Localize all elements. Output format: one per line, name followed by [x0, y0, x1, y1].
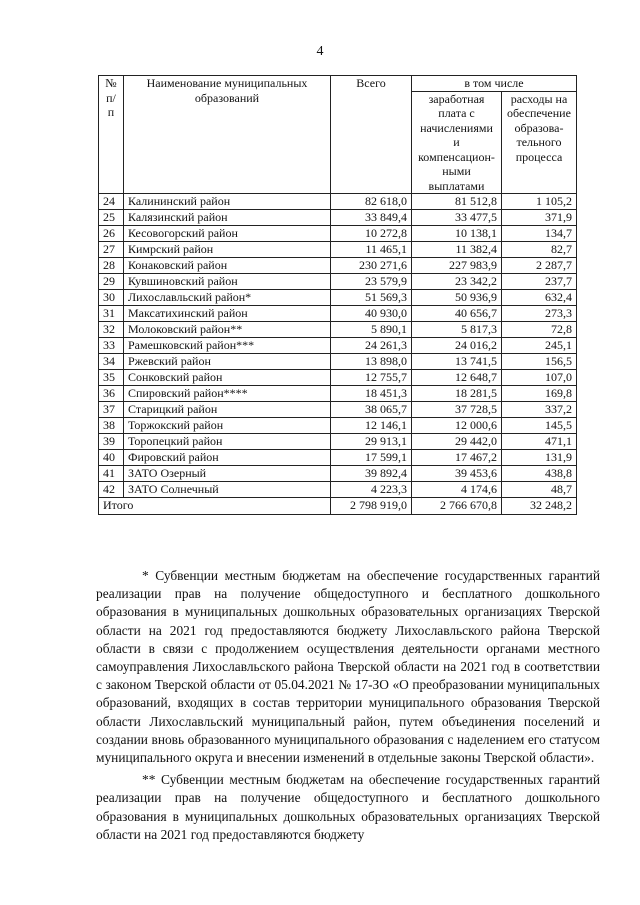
expenses-value: 632,4 — [502, 290, 577, 306]
expenses-value: 1 105,2 — [502, 194, 577, 210]
total-value: 13 898,0 — [331, 354, 412, 370]
salary-value: 5 817,3 — [412, 322, 502, 338]
total-value: 11 465,1 — [331, 242, 412, 258]
total-value: 5 890,1 — [331, 322, 412, 338]
total-value: 82 618,0 — [331, 194, 412, 210]
expenses-value: 237,7 — [502, 274, 577, 290]
municipality-name: ЗАТО Озерный — [124, 466, 331, 482]
table-row — [99, 306, 577, 322]
salary-value: 37 728,5 — [412, 402, 502, 418]
expenses-value: 2 287,7 — [502, 258, 577, 274]
row-number: 42 — [99, 482, 124, 498]
municipality-name: Кувшиновский район — [124, 274, 331, 290]
row-number: 37 — [99, 402, 124, 418]
row-number: 32 — [99, 322, 124, 338]
salary-value: 11 382,4 — [412, 242, 502, 258]
row-number: 28 — [99, 258, 124, 274]
row-number: 38 — [99, 418, 124, 434]
salary-value: 23 342,2 — [412, 274, 502, 290]
municipality-name: Ржевский район — [124, 354, 331, 370]
salary-value: 39 453,6 — [412, 466, 502, 482]
row-number: 29 — [99, 274, 124, 290]
expenses-value: 337,2 — [502, 402, 577, 418]
salary-value: 12 000,6 — [412, 418, 502, 434]
expenses-value: 471,1 — [502, 434, 577, 450]
municipality-name: ЗАТО Солнечный — [124, 482, 331, 498]
table-body — [99, 194, 577, 515]
table-row — [99, 370, 577, 386]
salary-value: 4 174,6 — [412, 482, 502, 498]
salary-value: 81 512,8 — [412, 194, 502, 210]
expenses-value: 48,7 — [502, 482, 577, 498]
total-value: 230 271,6 — [331, 258, 412, 274]
total-label: Итого — [99, 498, 331, 515]
subvention-table — [98, 75, 577, 515]
salary-value: 10 138,1 — [412, 226, 502, 242]
salary-value: 18 281,5 — [412, 386, 502, 402]
grand-expenses-value: 32 248,2 — [502, 498, 577, 515]
salary-value: 17 467,2 — [412, 450, 502, 466]
row-number: 31 — [99, 306, 124, 322]
header-number: № п/п — [99, 76, 124, 194]
expenses-value: 438,8 — [502, 466, 577, 482]
expenses-value: 82,7 — [502, 242, 577, 258]
municipality-name: Сонковский район — [124, 370, 331, 386]
total-value: 18 451,3 — [331, 386, 412, 402]
expenses-value: 245,1 — [502, 338, 577, 354]
table-row — [99, 402, 577, 418]
total-value: 39 892,4 — [331, 466, 412, 482]
footnotes — [96, 567, 600, 848]
municipality-name: Кесовогорский район — [124, 226, 331, 242]
table-row — [99, 386, 577, 402]
header-expenses: расходы на обеспечение образова-тельного процесса — [502, 91, 577, 194]
salary-value: 50 936,9 — [412, 290, 502, 306]
table-row — [99, 354, 577, 370]
header-including: в том числе — [412, 76, 577, 92]
salary-value: 12 648,7 — [412, 370, 502, 386]
total-value: 12 755,7 — [331, 370, 412, 386]
total-value: 29 913,1 — [331, 434, 412, 450]
footnote-2: ** Субвенции местным бюджетам на обеспечение государственных гарантий реализации прав на получение общедоступного и бесплатного дошкольного образования в муниципальных дошкольных образовательных организациях Тверской области на 2021 год предоставляются бюджету — [96, 772, 600, 842]
municipality-name: Торопецкий район — [124, 434, 331, 450]
expenses-value: 134,7 — [502, 226, 577, 242]
header-total: Всего — [331, 76, 412, 194]
row-number: 27 — [99, 242, 124, 258]
municipality-name: Кимрский район — [124, 242, 331, 258]
expenses-value: 131,9 — [502, 450, 577, 466]
total-value: 23 579,9 — [331, 274, 412, 290]
page-number: 4 — [316, 44, 324, 59]
row-number: 36 — [99, 386, 124, 402]
row-number: 26 — [99, 226, 124, 242]
table-row — [99, 418, 577, 434]
expenses-value: 107,0 — [502, 370, 577, 386]
table-row — [99, 450, 577, 466]
total-value: 4 223,3 — [331, 482, 412, 498]
salary-value: 33 477,5 — [412, 210, 502, 226]
salary-value: 40 656,7 — [412, 306, 502, 322]
municipality-name: Старицкий район — [124, 402, 331, 418]
total-value: 24 261,3 — [331, 338, 412, 354]
table-row — [99, 338, 577, 354]
municipality-name: Молоковский район** — [124, 322, 331, 338]
row-number: 39 — [99, 434, 124, 450]
municipality-name: Спировский район**** — [124, 386, 331, 402]
total-value: 40 930,0 — [331, 306, 412, 322]
row-number: 33 — [99, 338, 124, 354]
municipality-name: Максатихинский район — [124, 306, 331, 322]
salary-value: 13 741,5 — [412, 354, 502, 370]
total-value: 17 599,1 — [331, 450, 412, 466]
grand-total-value: 2 798 919,0 — [331, 498, 412, 515]
total-row — [99, 498, 577, 515]
municipality-name: Фировский район — [124, 450, 331, 466]
header-salary: заработная плата с начислениями и компенсацион-ными выплатами — [412, 91, 502, 194]
table-row — [99, 322, 577, 338]
table-row — [99, 226, 577, 242]
total-value: 51 569,3 — [331, 290, 412, 306]
salary-value: 29 442,0 — [412, 434, 502, 450]
total-value: 38 065,7 — [331, 402, 412, 418]
table-row — [99, 290, 577, 306]
expenses-value: 156,5 — [502, 354, 577, 370]
municipality-name: Конаковский район — [124, 258, 331, 274]
total-value: 12 146,1 — [331, 418, 412, 434]
table-row — [99, 242, 577, 258]
salary-value: 24 016,2 — [412, 338, 502, 354]
table-row — [99, 274, 577, 290]
expenses-value: 169,8 — [502, 386, 577, 402]
municipality-name: Лихославльский район* — [124, 290, 331, 306]
row-number: 35 — [99, 370, 124, 386]
total-value: 33 849,4 — [331, 210, 412, 226]
row-number: 24 — [99, 194, 124, 210]
total-value: 10 272,8 — [331, 226, 412, 242]
expenses-value: 273,3 — [502, 306, 577, 322]
table-row — [99, 194, 577, 210]
municipality-name: Калининский район — [124, 194, 331, 210]
row-number: 25 — [99, 210, 124, 226]
municipality-name: Калязинский район — [124, 210, 331, 226]
table-row — [99, 258, 577, 274]
expenses-value: 371,9 — [502, 210, 577, 226]
table-row — [99, 466, 577, 482]
footnote-1: * Субвенции местным бюджетам на обеспечение государственных гарантий реализации прав на получение общедоступного и бесплатного дошкольного образования в муниципальных дошкольных образовательных организациях Тверской области на 2021 год предоставляются бюджету Лихославльского района Тверской области в связи с продолжением осуществления деятельности органами местного самоуправления Лихославльского района Тверской области на 2021 год в соответствии с законом Тверской области от 05.04.2021 № 17-ЗО «О преобразовании муниципальных образований, входящих в состав территории муниципального образования Тверской области Лихославльский муниципальный район, путем объединения поселений и создании вновь образованного муниципального образования с наделением его статусом муниципального округа и внесении изменений в отдельные законы Тверской области». — [96, 568, 600, 766]
row-number: 40 — [99, 450, 124, 466]
expenses-value: 145,5 — [502, 418, 577, 434]
header-municipality: Наименование муниципальных образований — [124, 76, 331, 194]
expenses-value: 72,8 — [502, 322, 577, 338]
table-row — [99, 434, 577, 450]
municipality-name: Рамешковский район*** — [124, 338, 331, 354]
row-number: 41 — [99, 466, 124, 482]
municipality-name: Торжокский район — [124, 418, 331, 434]
table-row — [99, 210, 577, 226]
salary-value: 227 983,9 — [412, 258, 502, 274]
table-row — [99, 482, 577, 498]
row-number: 30 — [99, 290, 124, 306]
grand-salary-value: 2 766 670,8 — [412, 498, 502, 515]
row-number: 34 — [99, 354, 124, 370]
